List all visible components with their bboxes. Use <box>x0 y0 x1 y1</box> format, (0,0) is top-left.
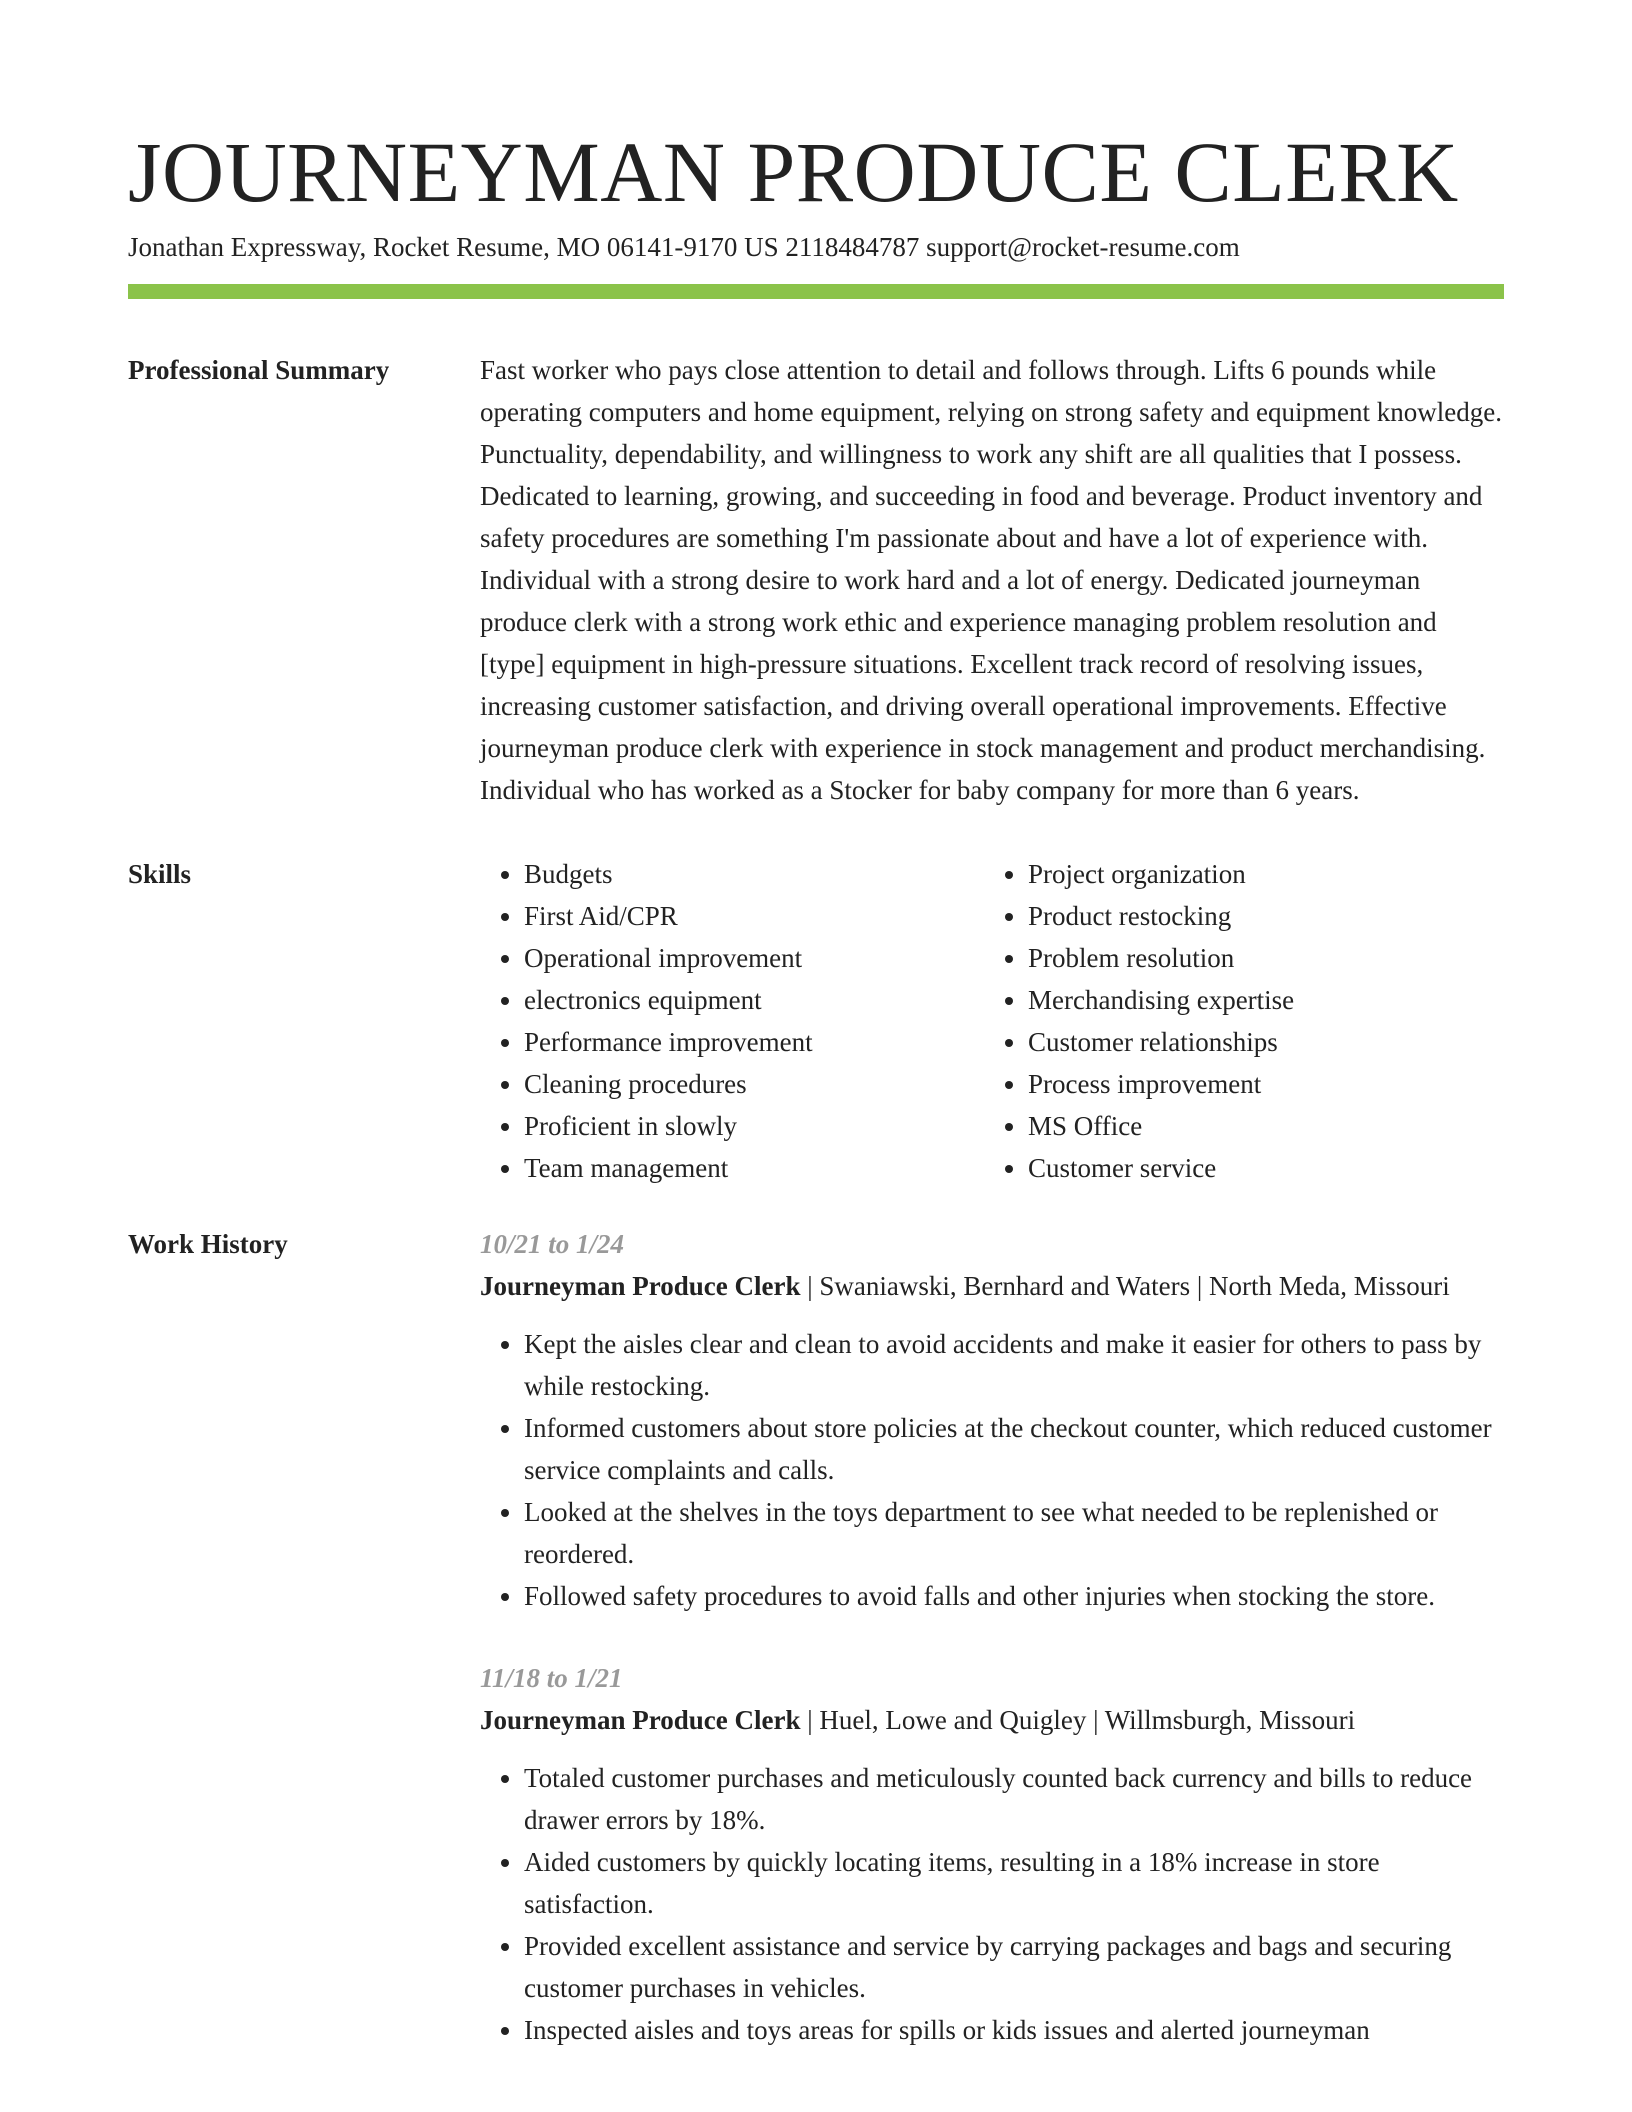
summary-body <box>480 349 1504 811</box>
header-divider <box>128 284 1504 299</box>
contact-line <box>128 228 1504 266</box>
work-history-section <box>128 1223 1504 2091</box>
skill-item: • Customer relationships <box>1028 1021 1504 1063</box>
summary-heading: Professional Summary <box>128 355 390 385</box>
skills-list-right <box>984 853 1504 1189</box>
skill-item: • Product restocking <box>1028 895 1504 937</box>
job-details: | Swaniawski, Bernhard and Waters | North Meda, Missouri <box>800 1271 1450 1301</box>
work-history-heading: Work History <box>128 1229 288 1259</box>
contact-phone: 2118484787 <box>785 232 920 262</box>
skill-item: • Budgets <box>524 853 984 895</box>
summary-section <box>128 349 1504 811</box>
contact-email: support@rocket-resume.com <box>926 232 1240 262</box>
job-details: | Huel, Lowe and Quigley | Willmsburgh, Missouri <box>800 1705 1356 1735</box>
summary-text: Fast worker who pays close attention to detail and follows through. Lifts 6 pounds while operating computers and home equipment, relying on strong safety and equipment knowledge. Punctuality, dependability, and willingness to work any shift are all qualities that I possess. Dedicated to learning, growing, and succeeding in food and beverage. Product inventory and safety procedures are something I'm passionate about and have a lot of experience with. Individual with a strong desire to work hard and a lot of energy. Dedicated journeyman produce clerk with a strong work ethic and experience managing problem resolution and [type] equipment in high-pressure situations. Excellent track record of resolving issues, increasing customer satisfaction, and driving overall operational improvements. Effective journeyman produce clerk with experience in stock management and product merchandising. Individual who has worked as a Stocker for baby company for more than 6 years. <box>480 355 1502 805</box>
contact-address: Jonathan Expressway, Rocket Resume, MO 06141-9170 US <box>128 232 779 262</box>
skills-heading: Skills <box>128 859 192 889</box>
work-history-body <box>480 1223 1504 2091</box>
skill-item: • Performance improvement <box>524 1021 984 1063</box>
skill-item: • Project organization <box>1028 853 1504 895</box>
job-dates: 11/18 to 1/21 <box>480 1663 623 1693</box>
job-bullet-list <box>480 1323 1504 1617</box>
resume-page <box>128 0 1504 2091</box>
skill-item: • electronics equipment <box>524 979 984 1021</box>
job-dates: 10/21 to 1/24 <box>480 1229 625 1259</box>
job-bullet: • Informed customers about store policies at the checkout counter, which reduced customer service complaints and calls. <box>524 1407 1504 1491</box>
skills-body <box>480 853 1504 1189</box>
job-entry <box>480 1657 1504 2051</box>
skills-list-left <box>480 853 984 1189</box>
skill-item: • Team management <box>524 1147 984 1189</box>
skills-columns <box>480 853 1504 1189</box>
job-bullet: • Followed safety procedures to avoid falls and other injuries when stocking the store. <box>524 1575 1504 1617</box>
job-bullet: • Inspected aisles and toys areas for spills or kids issues and alerted journeyman <box>524 2009 1504 2051</box>
skill-item: • Cleaning procedures <box>524 1063 984 1105</box>
resume-name: JOURNEYMAN PRODUCE CLERK <box>128 124 1459 220</box>
job-entry <box>480 1223 1504 1617</box>
job-bullet-list <box>480 1757 1504 2051</box>
job-bullet: • Provided excellent assistance and service by carrying packages and bags and securing customer purchases in vehicles. <box>524 1925 1504 2009</box>
skill-item: • First Aid/CPR <box>524 895 984 937</box>
job-heading <box>480 1265 1504 1307</box>
skill-item: • Customer service <box>1028 1147 1504 1189</box>
skill-item: • Proficient in slowly <box>524 1105 984 1147</box>
skill-item: • MS Office <box>1028 1105 1504 1147</box>
skill-item: • Problem resolution <box>1028 937 1504 979</box>
job-bullet: • Aided customers by quickly locating items, resulting in a 18% increase in store satisfaction. <box>524 1841 1504 1925</box>
job-bullet: • Kept the aisles clear and clean to avoid accidents and make it easier for others to pass by while restocking. <box>524 1323 1504 1407</box>
skills-section <box>128 853 1504 1189</box>
job-title: Journeyman Produce Clerk <box>480 1705 801 1735</box>
skill-item: • Operational improvement <box>524 937 984 979</box>
skill-item: • Process improvement <box>1028 1063 1504 1105</box>
skill-item: • Merchandising expertise <box>1028 979 1504 1021</box>
job-bullet: • Totaled customer purchases and meticulously counted back currency and bills to reduce drawer errors by 18%. <box>524 1757 1504 1841</box>
job-heading <box>480 1699 1504 1741</box>
job-title: Journeyman Produce Clerk <box>480 1271 801 1301</box>
job-bullet: • Looked at the shelves in the toys department to see what needed to be replenished or reordered. <box>524 1491 1504 1575</box>
